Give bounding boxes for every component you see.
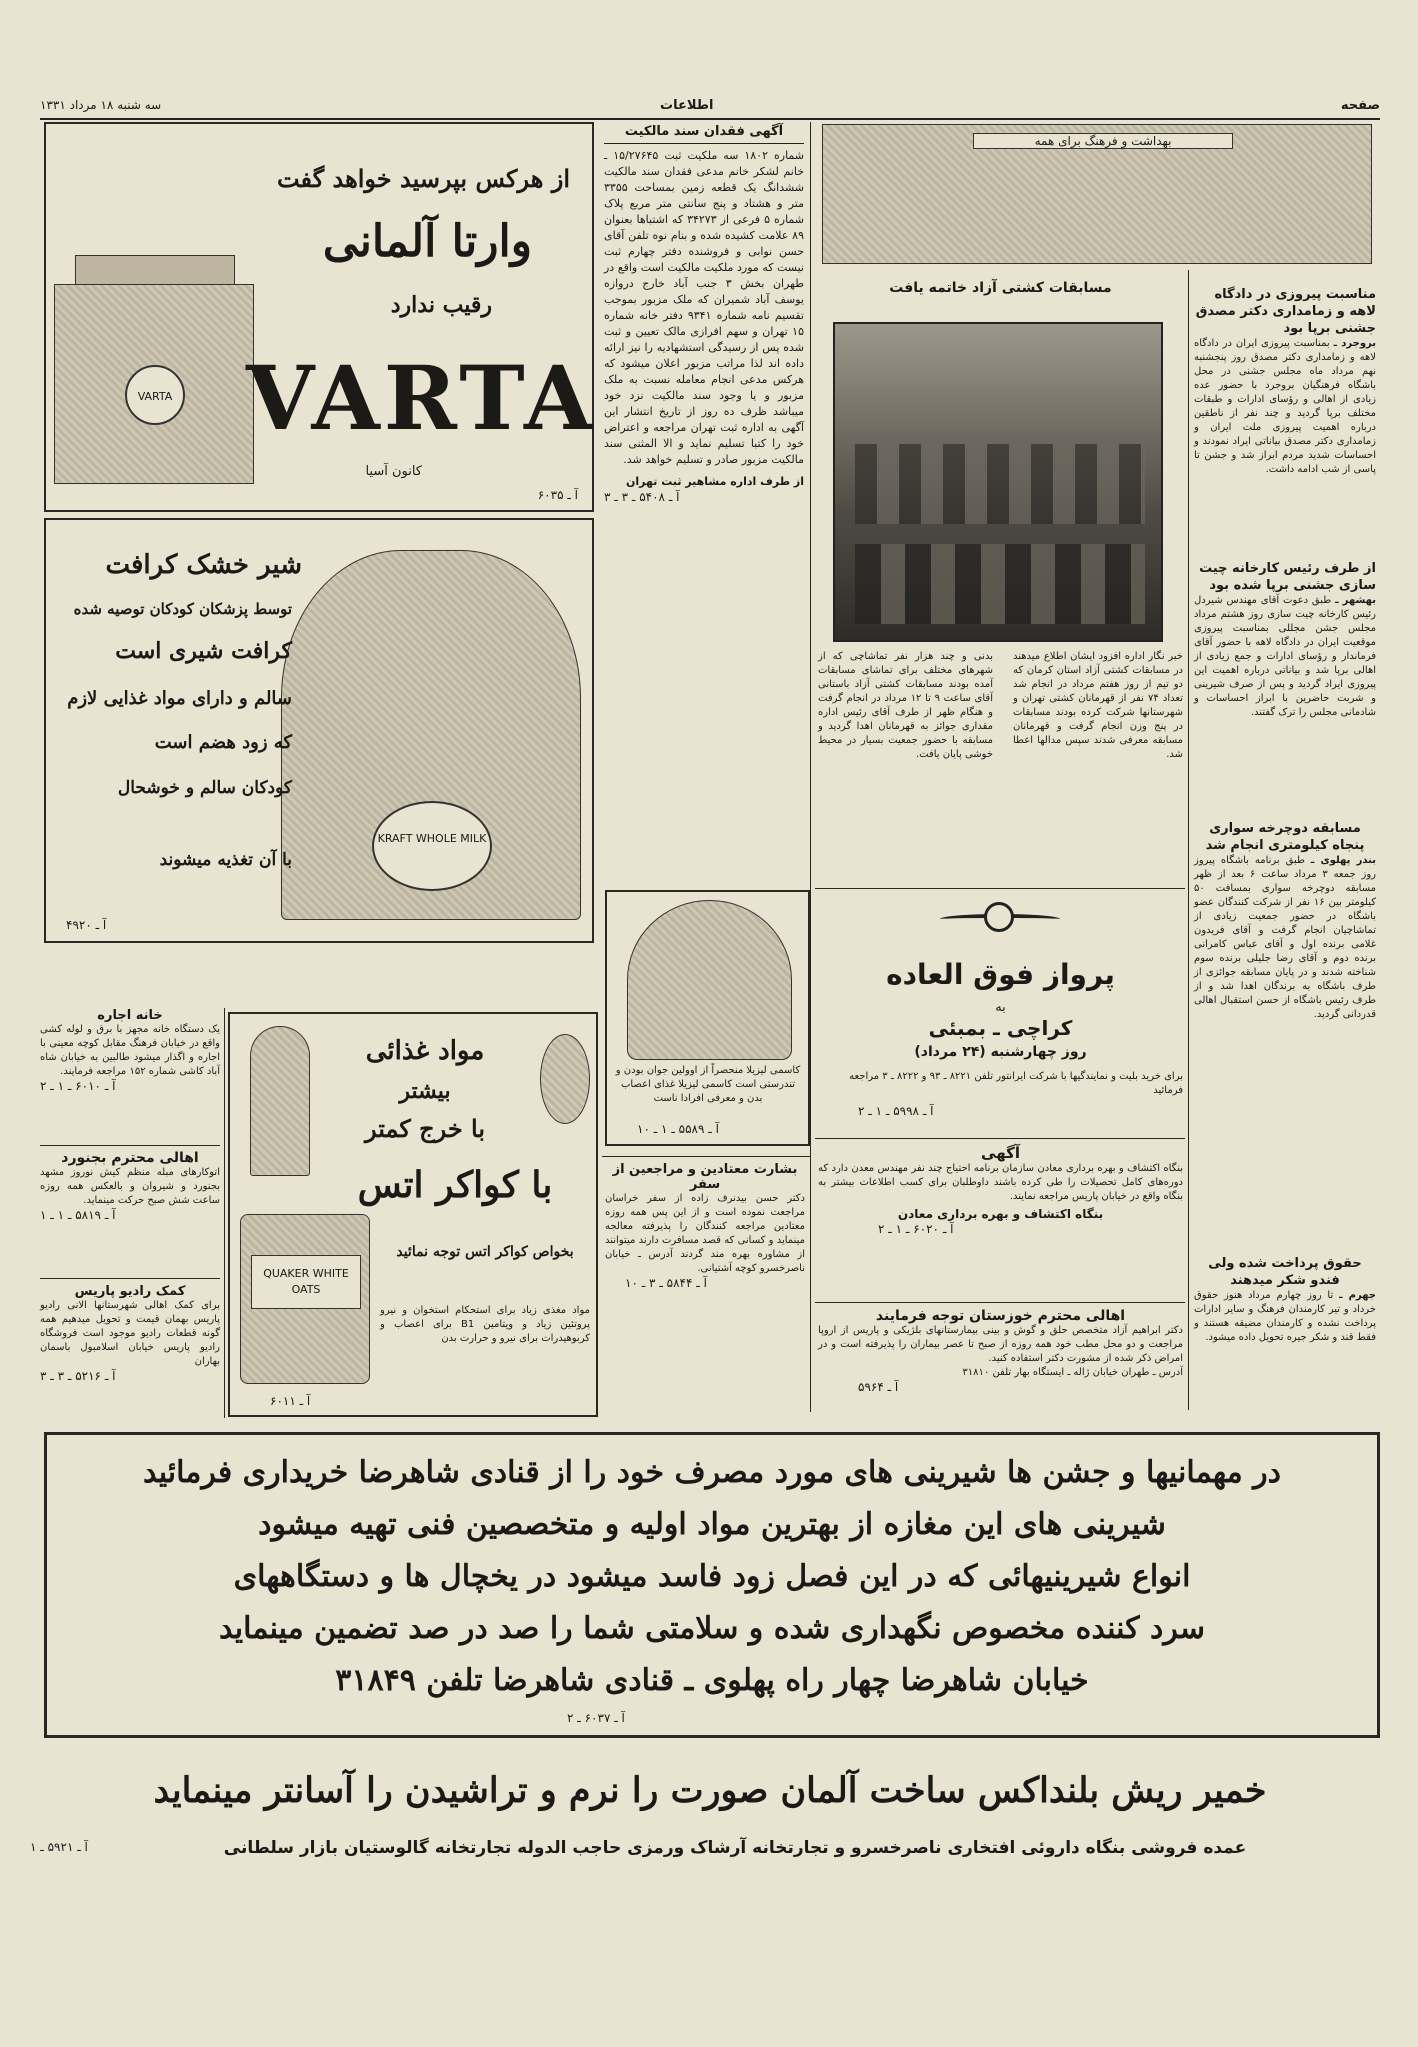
addicts-title: بشارت معتادین و مراجعین از سفر: [612, 1162, 798, 1192]
kraft-can-label: KRAFT WHOLE MILK: [372, 801, 492, 891]
confectionery-code: آ ـ ۶۰۳۷ ـ ۲: [567, 1711, 625, 1725]
rent-notice: [40, 1008, 220, 1138]
kraft-line7: با آن تغذیه میشوند: [159, 850, 292, 870]
roujerd-body: بمناسبت پیروزی ایران در دادگاه لاهه و زمامداری دکتر مصدق روز پنجشنبه نهم مرداد ماه مجلس جشنی در محل باشگاه فرهنگیان بروجرد با حضور عده زیادی از اهالی و رؤسای ادارات و طبقات مختلف برپا گردید و چند نفر از ناطقین درباره اهمیت پیروزی ملت ایران و زمامداری دکتر مصدق بیاناتی ایراد نمودند و احساسات شدید مردم ابراز شد و جشن تا پاسی از شب ادامه داشت.: [1194, 338, 1376, 475]
addicts-code: آ ـ ۵۸۴۴ ـ ۳ ـ ۱۰: [625, 1276, 707, 1290]
varta-ad: [44, 122, 597, 512]
addicts-notice: [605, 1162, 805, 1412]
quaker-can-illustration: [240, 1214, 370, 1384]
kraft-line6: کودکان سالم و خوشحال: [117, 778, 292, 798]
baby-code: آ ـ ۵۵۸۹ ـ ۱ ـ ۱۰: [637, 1122, 719, 1136]
quaker-line5: بخواص کواکر اتس توجه نمائید: [396, 1244, 574, 1260]
khuzestan-address: آدرس ـ طهران خیابان ژاله ـ ایستگاه بهار تلفن ۳۱۸۱۰: [962, 1367, 1183, 1378]
kraft-ad: [44, 518, 594, 943]
kraft-line1: شیر خشک کرافت: [105, 550, 302, 580]
mining-title: آگهی: [981, 1144, 1020, 1162]
roujerd-place: بروجرد ـ: [1333, 338, 1377, 349]
baby-with-can-illustration: [281, 550, 581, 920]
page-label: صفحه: [1340, 98, 1380, 113]
roujerd-news: [1194, 286, 1376, 477]
rights-place: جهرم ـ: [1339, 1290, 1376, 1301]
wrestling-title: مسابقات کشتی آزاد خاتمه یافت: [889, 280, 1112, 296]
flight-to: به: [995, 1000, 1006, 1015]
khuzestan-body: دکتر ابراهیم آزاد متخصص حلق و گوش و بینی بیمارستانهای بلژیکی و پاریس از اروپا مراجعت و دو محل مطب خود همه روزه از صبح تا عصر بیماران را پذیرفته است و در امراض ذکر شده از مشورت دکتر استفاده کنید.: [818, 1325, 1183, 1364]
quaker-line1: مواد غذائی: [365, 1036, 485, 1066]
quaker-line3: با خرج کمتر: [364, 1114, 486, 1143]
deed-code: آ ـ ۵۴۰۸ ـ ۳ ـ ۳: [604, 490, 680, 504]
kraft-line2: توسط پزشکان کودکان توصیه شده: [73, 600, 292, 618]
bojnourd-code: آ ـ ۵۸۱۹ ـ ۱ ـ ۱: [40, 1208, 116, 1222]
masthead: [40, 98, 1380, 120]
wrestling-caption-right: خبر نگار اداره افزود ایشان اطلاع میدهند در مسابقات کشتی آزاد استان کرمان که دو تیم از روز هفتم مرداد در انجام شد تعداد ۷۴ نفر از قهرمانان کشتی تهران و شهرستانها شرکت کرده بودند مسابقات در پنج وزن انجام گرفت و قهرمانان مسابقه معرفی شدند سپس مدالها اعطا شد.: [1013, 651, 1183, 760]
quaker-line4: با کواکر اتس: [357, 1164, 553, 1206]
behshahr-news: [1194, 560, 1376, 720]
flight-route: کراچی ـ بمبئی: [928, 1016, 1073, 1040]
rent-code: آ ـ ۶۰۱۰ ـ ۱ ـ ۲: [40, 1079, 116, 1093]
deed-notice: [604, 124, 804, 884]
shaving-cream-headline: خمیر ریش بلنداکس ساخت آلمان صورت را نرم و تراشیدن را آسانتر مینماید: [153, 1770, 1267, 1811]
battery-label: VARTA: [125, 365, 185, 425]
deed-body: شماره ۱۸۰۲ سه ملکیت ثبت ۱۵/۲۷۶۴۵ ـ خانم لشکر خانم مدعی فقدان سند مالکیت ششدانگ یک قطعه زمین بمساحت ۳۳۵۵ متر و هشتاد و پنج سانتی متر مربع پلاک شماره ۵ فرعی از ۳۴۲۷۳ که اشتباها بعنوان ۸۹ علامت کشیده شده و بنام نوه تلفن آقای حسن نوابی و فروشنده دفتر چهارم ثبت نیست که مورد ملکیت مالکیت است واقع در طهران بخش ۳ جنب آباد خارج دروازه یوسف آباد شمیران که ملک مزبور بموجب تقسیم نامه شماره ۹۳۴۱ دفتر خانه شماره ۱۵ تهران و سهم افرازی مالک تعیین و ثبت شده پس از رسیدگی استشهادیه را نیز ارائه داده اند لذا مراتب مزبور اعلان میشود که هرکس مدعی انجام معامله نسبت به ملک مزبور و یا وجود سند مالکیت نزد خود میباشد ظرف ده روز از تاریخ انتشار این آگهی به اداره ثبت تهران مراجعه و اعتراض خود را کتبا تسلیم نماید و الا المثنی سند مالکیت مزبور صادر و تسلیم خواهد شد.: [604, 149, 805, 466]
wrestlers-photo: [833, 322, 1163, 642]
confectionery-line2: شیرینی های این مغازه از بهترین مواد اولیه و متخصصین فنی تهیه میشود: [258, 1507, 1166, 1542]
quaker-ad: [228, 1012, 598, 1417]
kraft-line3: کرافت شیری است: [115, 638, 292, 664]
cycling-place: بندر پهلوی ـ: [1310, 855, 1377, 866]
bojnourd-body: اتوکارهای مبله منظم کیش نوروز مشهد بجنورد و شیروان و بالعکس همه روزه ساعت شش صبح حرکت مینماید.: [40, 1167, 220, 1206]
cycling-news: [1194, 820, 1376, 1022]
rent-title: خانه اجاره: [97, 1008, 163, 1023]
mining-code: آ ـ ۶۰۲۰ ـ ۱ ـ ۲: [878, 1222, 954, 1236]
flight-code: آ ـ ۵۹۹۸ ـ ۱ ـ ۲: [858, 1104, 934, 1118]
varta-line3: رقیب ندارد: [390, 292, 492, 318]
baby-illustration: [627, 900, 792, 1060]
varta-code: آ ـ ۶۰۳۵: [537, 488, 578, 502]
deed-title: آگهی فقدان سند مالکیت: [604, 124, 804, 144]
kraft-line5: که زود هضم است: [154, 732, 292, 753]
paper-name: اطلاعات: [660, 98, 714, 113]
varta-line1: از هرکس بپرسید خواهد گفت: [276, 164, 570, 193]
radio-body: برای کمک اهالی شهرستانها الانی رادیو پاریس بهمان قیمت و تحویل میدهیم همه گونه قطعات رادیو موجود است فروشگاه رادیو پاریس خیابان اسلامبول باسمان بهاران: [40, 1300, 220, 1367]
quaker-can-label: QUAKER WHITE OATS: [251, 1255, 361, 1309]
rights-title: حقوق پرداخت شده ولی فندو شکر میدهند: [1208, 1256, 1362, 1288]
wings-logo-icon: [940, 896, 1060, 956]
rights-body: تا روز چهارم مرداد هنوز حقوق خرداد و تیر کارمندان فرهنگ و سایر ادارات پرداخت نشده و کارمندان مضیقه هستند و فقط قند و شکر جیره تحویل داده میشود.: [1194, 1290, 1376, 1343]
quaker-code: آ ـ ۶۰۱۱: [270, 1394, 311, 1408]
confectionery-line5: خیابان شاهرضا چهار راه پهلوی ـ قنادی شاهرضا تلفن ۳۱۸۴۹: [335, 1663, 1089, 1698]
wrestling-caption-left: بدنی و چند هزار نفر تماشاچی که از شهرهای مختلف برای تماشای مسابقات آمده بودند مسابقات کشتی آزاد باستانی آقای ساعت ۹ تا ۱۲ مرداد در انجام گرفت و هنگام ظهر از طرف آقای رئیس اداره مقداری جوائز به قهرمانان اهدا گردید و مسابقه با حضور جمعیت بسیار در محیط خوشی پایان یافت.: [818, 651, 993, 760]
varta-line2: وارتا آلمانی: [322, 216, 532, 267]
radio-title: کمک رادیو پاریس: [74, 1284, 186, 1299]
baby-ad: [605, 890, 810, 1146]
issue-date: سه شنبه ۱۸ مرداد ۱۳۳۱: [40, 98, 162, 112]
mining-body: بنگاه اکتشاف و بهره برداری معادن سازمان برنامه احتیاج چند نفر مهندس معدن دارد که دوره‌های کامل تحصیلات را طی کرده باشند داوطلبان برای کسب اطلاعات بیشتر به بنگاه واقع در خیابان پاریس مراجعه نمایند.: [818, 1163, 1183, 1202]
shaving-cream-distributors: عمده فروشی بنگاه داروئی افتخاری ناصرخسرو و تجارتخانه آرشاک ورمزی حاجب الدوله تجارتخانه گالوستیان بازار سلطانی: [223, 1838, 1247, 1858]
kraft-code: آ ـ ۴۹۲۰: [66, 918, 107, 932]
confectionery-line4: سرد کننده مخصوص نگهداری شده و سلامتی شما را صد در صد تضمین مینماید: [218, 1611, 1206, 1646]
rent-body: یک دستگاه خانه مجهز با برق و لوله کشی واقع در خیابان فرهنگ مقابل کوچه معینی با اجاره و اگذار میشود طالبین به خیابان شاه آباد کاشی شماره ۱۵۲ مراجعه فرمایند.: [40, 1024, 220, 1077]
shaving-cream-code: آ ـ ۵۹۲۱ ـ ۱: [30, 1840, 88, 1854]
mining-notice: [818, 1144, 1183, 1304]
radio-notice: [40, 1284, 220, 1414]
quaker-line2: بیشتر: [399, 1078, 451, 1104]
kraft-line4: سالم و دارای مواد غذایی لازم: [67, 688, 292, 709]
flight-info: برای خرید بلیت و نمایندگیها با شرکت ایرانتور تلفن ۸۲۲۱ ـ ۹۳ و ۸۲۲۲ ـ ۳ مراجعه فرمائید: [849, 1071, 1183, 1096]
bojnourd-notice: [40, 1150, 220, 1275]
khuzestan-code: آ ـ ۵۹۶۴: [858, 1380, 899, 1394]
varta-agent: کانون آسیا: [365, 464, 422, 479]
mining-sign: بنگاه اکتشاف و بهره برداری معادن: [897, 1207, 1104, 1221]
confectionery-line1: در مهمانیها و جشن ها شیرینی های مورد مصرف خود را از قنادی شاهرضا خریداری فرمائید: [142, 1455, 1282, 1490]
varta-logo: VARTA: [246, 346, 597, 450]
flight-title: پرواز فوق العاده: [886, 958, 1115, 991]
battery-illustration: [54, 284, 254, 484]
rights-news: [1194, 1255, 1376, 1345]
flight-ad: [818, 896, 1183, 1132]
behshahr-title: از طرف رئیس کارخانه چیت سازی جشنی برپا شده بود: [1199, 561, 1376, 593]
radio-code: آ ـ ۵۲۱۶ ـ ۳ ـ ۳: [40, 1369, 116, 1383]
addicts-body: دکتر حسن بیدنرف زاده از سفر خراسان مراجعت نموده است و از این پس همه روزه معتادین مراجعه کنندگان را پذیرفته معالجه مینماید و کسانی که قصد مسافرت دارند میتوانند از مشاوره بهره مند گردند آدرس ـ خیابان ناصرخسرو کوچه آشتیانی.: [605, 1193, 805, 1274]
cycling-body: طبق برنامه باشگاه پیروز روز جمعه ۳ مرداد ساعت ۶ بعد از ظهر مسابقه دوچرخه سواری بمسافت ۵۰ کیلومتر بین ۱۶ نفر از شرکت کنندگان عضو باشگاه در حضور جمعیت زیادی از تماشاچیان انجام گرفت و آقای فریدون غلامی برنده اول و آقای عباس کامرانی برنده دوم و آقای رضا جلیلی برنده سوم شناخته شدند و در پایان مسابقه جوائزی از طرف باشگاه به برندگان اهدا شد و از طرف رئیس باشگاه از حسن استقبال اهالی قدردانی گردید.: [1194, 855, 1376, 1020]
woman-illustration: [540, 1034, 590, 1124]
behshahr-place: بهشهر ـ: [1335, 595, 1376, 606]
confectionery-line3: انواع شیرینیهائی که در این فصل زود فاسد میشود در یخچال ها و دستگاههای: [233, 1559, 1191, 1594]
roujerd-title: مناسبت پیروزی در دادگاه لاهه و زمامداری دکتر مصدق جشنی برپا بود: [1195, 287, 1376, 336]
bojnourd-title: اهالی محترم بجنورد: [61, 1150, 199, 1166]
baby-caption: کاسمی لیزیلا منحصراً از اوولین جوان بودن و تندرستی است کاسمی لیزیلا غذای اعصاب بدن و معرفی افرادا ناست: [615, 1065, 801, 1104]
khuzestan-title: اهالی محترم خوزستان توجه فرمایند: [875, 1308, 1126, 1324]
cartoon-caption: بهداشت و فرهنگ برای همه: [973, 133, 1233, 149]
behshahr-body: طبق دعوت آقای مهندس شیردل رئیس کارخانه چیت سازی روز هشتم مرداد مجلس جشن مجللی بمناسبت پیروزی موقعیت ایران در دادگاه لاهه با حضور آقای فرماندار و رؤسای ادارات و جمع زیادی از اهالی برپا شد و بیاناتی درباره اهمیت این پیروزی ایراد گردید و پس از صرف شیرینی و شربت حاضرین با ابراز احساسات و شادمانی مجلس را ترک گفتند.: [1194, 595, 1376, 718]
khuzestan-notice: [818, 1308, 1183, 1420]
wrestling-article: [818, 280, 1183, 840]
quaker-body: مواد مغذی زیاد برای استحکام استخوان و نیرو پروتئین زیاد و ویتامین B1 برای اعصاب و کربوهیدرات برای نیرو و حرارت بدن: [380, 1305, 590, 1344]
confectionery-ad: [44, 1432, 1380, 1738]
cycling-title: مسابقه دوچرخه سواری پنجاه کیلومتری انجام شد: [1205, 821, 1365, 853]
flight-date: روز چهارشنبه (۲۴ مرداد): [914, 1044, 1087, 1060]
deed-office: از طرف اداره مشاهیر ثبت تهران: [626, 475, 804, 488]
cartoon-banner: [822, 124, 1372, 264]
chef-illustration: [250, 1026, 310, 1176]
